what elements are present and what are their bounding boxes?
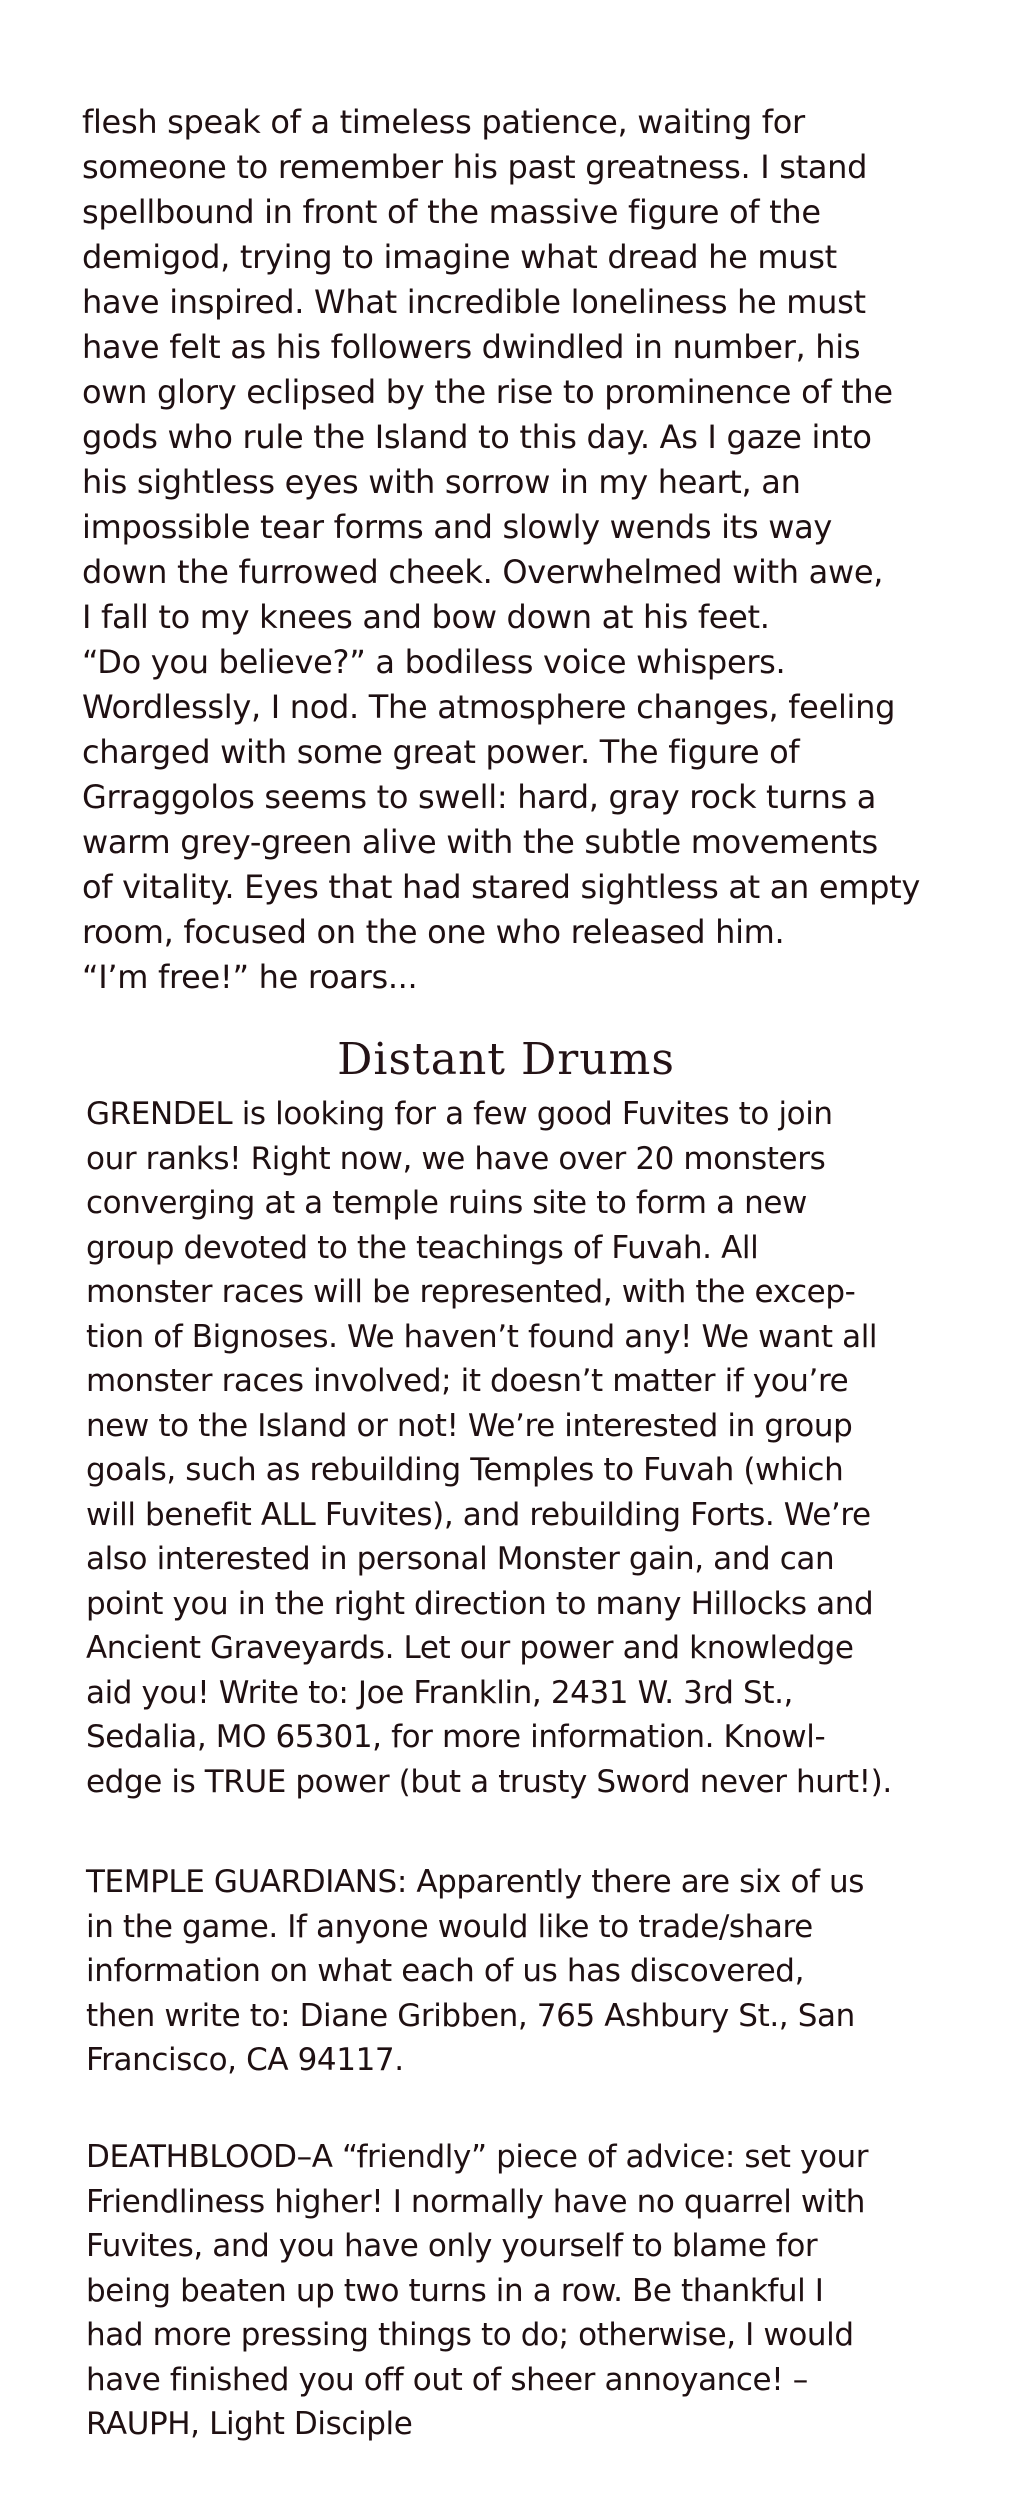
notice-line: monster races involved; it doesn’t matter if you’re — [86, 1363, 849, 1399]
notice-line: edge is TRUE power (but a trusty Sword never hurt!). — [86, 1763, 892, 1800]
temple-guardians-notice — [86, 1860, 986, 2083]
story-line: spellbound in front of the massive figure of the — [82, 193, 821, 231]
story-line: “Do you believe?” a bodiless voice whispers. — [82, 643, 786, 681]
story-line: charged with some great power. The figure of — [82, 733, 800, 771]
notice-line: GRENDEL is looking for a few good Fuvites to join — [86, 1096, 833, 1132]
deathblood-notice — [86, 2135, 986, 2447]
notice-line: monster races will be represented, with the excep- — [86, 1274, 856, 1310]
notice-line: aid you! Write to: Joe Franklin, 2431 W. 3rd St., — [86, 1674, 793, 1711]
notice-line: had more pressing things to do; otherwise, I would — [86, 2317, 854, 2353]
notice-line: tion of Bignoses. We haven’t found any! We want all — [86, 1318, 878, 1355]
notice-line: will benefit ALL Fuvites), and rebuilding Forts. We’re — [86, 1496, 871, 1533]
notice-line: Friendliness higher! I normally have no quarrel with — [86, 2183, 866, 2220]
notice-line: in the game. If anyone would like to trade/share — [86, 1908, 813, 1945]
notice-line: also interested in personal Monster gain, and can — [86, 1541, 835, 1577]
notice-line: then write to: Diane Gribben, 765 Ashbury St., San — [86, 1997, 855, 2034]
notice-line: group devoted to the teachings of Fuvah. All — [86, 1229, 759, 1266]
story-line: have felt as his followers dwindled in number, his — [82, 328, 861, 366]
story-line: demigod, trying to imagine what dread he must — [82, 238, 837, 276]
story-line: gods who rule the Island to this day. As I gaze into — [82, 418, 872, 456]
notice-line: new to the Island or not! We’re interested in group — [86, 1407, 853, 1444]
story-line: down the furrowed cheek. Overwhelmed with awe, — [82, 553, 884, 591]
story-line: warm grey-green alive with the subtle movements — [82, 823, 878, 861]
story-line: his sightless eyes with sorrow in my heart, an — [82, 463, 801, 501]
story-line: own glory eclipsed by the rise to prominence of the — [82, 373, 893, 411]
story-line: of vitality. Eyes that had stared sightless at an empty — [82, 868, 921, 906]
notice-line: Ancient Graveyards. Let our power and knowledge — [86, 1630, 854, 1666]
story-line: room, focused on the one who released him. — [82, 913, 785, 951]
notice-line: Sedalia, MO 65301, for more information. Knowl- — [86, 1719, 826, 1755]
notice-line: Fuvites, and you have only yourself to blame for — [86, 2228, 818, 2264]
notice-line: being beaten up two turns in a row. Be thankful I — [86, 2272, 824, 2309]
notice-line: TEMPLE GUARDIANS: Apparently there are six of us — [86, 1864, 864, 1900]
story-passage — [82, 100, 962, 1000]
notice-line: goals, such as rebuilding Temples to Fuvah (which — [86, 1452, 844, 1488]
story-line: Wordlessly, I nod. The atmosphere changes, feeling — [82, 688, 896, 726]
notice-line: DEATHBLOOD–A “friendly” piece of advice: set your — [86, 2139, 869, 2175]
story-line: have inspired. What incredible loneliness he must — [82, 283, 866, 321]
story-line: someone to remember his past greatness. I stand — [82, 148, 868, 186]
notice-line: Francisco, CA 94117. — [86, 2042, 404, 2078]
section-heading: Distant Drums — [337, 1034, 675, 1085]
grendel-notice — [86, 1092, 986, 1804]
notice-line: information on what each of us has discovered, — [86, 1953, 805, 1989]
notice-line: point you in the right direction to many Hillocks and — [86, 1585, 874, 1622]
notice-line: converging at a temple ruins site to form a new — [86, 1185, 807, 1221]
story-line: “I’m free!” he roars... — [82, 958, 418, 996]
notice-line: RAUPH, Light Disciple — [86, 2406, 413, 2442]
story-line: flesh speak of a timeless patience, waiting for — [82, 103, 805, 141]
notice-line: our ranks! Right now, we have over 20 monsters — [86, 1140, 826, 1177]
story-line: impossible tear forms and slowly wends its way — [82, 508, 833, 546]
story-line: I fall to my knees and bow down at his feet. — [82, 598, 770, 636]
story-line: Grraggolos seems to swell: hard, gray rock turns a — [82, 778, 877, 816]
notice-line: have finished you off out of sheer annoyance! – — [86, 2361, 808, 2398]
